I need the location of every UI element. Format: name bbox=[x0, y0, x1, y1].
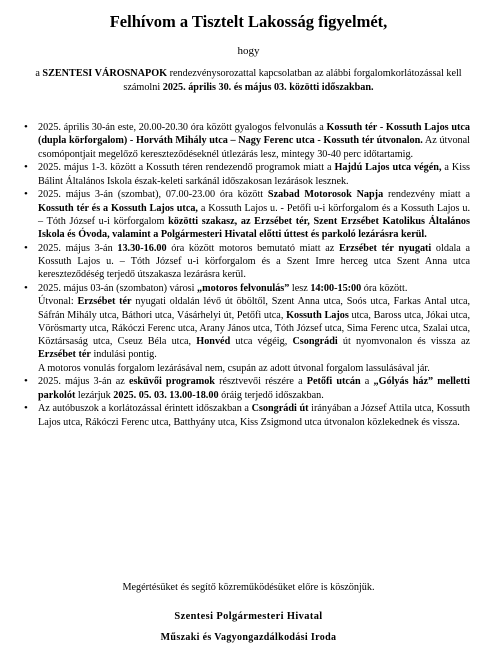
signature-department: Műszaki és Vagyongazdálkodási Iroda bbox=[160, 632, 337, 643]
text-run: indulási pontig. bbox=[90, 349, 157, 361]
text-run: út nyomvonalon és vissza az bbox=[337, 336, 470, 347]
bold-text: Erzsébet tér nyugati bbox=[338, 242, 432, 254]
text-run: a bbox=[360, 376, 374, 388]
text-run: nyugati oldalán lévő út öböltől, Szent Anna utca, Soós utca, Farkas Antal utca, Sáfrán Mihály utca, Báthori utca, Vásárhelyi út, Petőfi utca, bbox=[38, 296, 471, 321]
bold-text: Kossuth tér és a Kossuth Lajos utca, bbox=[38, 202, 198, 214]
bold-text: Erzsébet tér bbox=[38, 349, 91, 361]
bold-text: Kossuth tér - Kossuth Lajos utca (dupla körforgalom) - Horváth Mihály utca – Nagy Ferenc utca - Kossuth tér útvonalon. bbox=[38, 122, 471, 147]
text-run: Az autóbuszok a korlátozással érintett időszakban a bbox=[38, 403, 252, 415]
bold-text: 2025. április 30. és május 03. közötti időszakban. bbox=[162, 82, 374, 93]
bold-text: Szabad Motorosok Napja bbox=[267, 189, 384, 201]
list-item bbox=[38, 121, 470, 161]
list-item bbox=[38, 242, 470, 282]
bold-text: 13.30-16.00 bbox=[117, 242, 167, 254]
text-run: utca, Baross utca, Jókai utca, Vörösmarty utca, Rákóczi Ferenc utca, Arany János utca, Tóth József utca, Sima Ferenc utca, Szalai utca, Köztársaság utca, Cseuz Béla utca, bbox=[38, 309, 471, 347]
text-run: 2025. május 3-án az bbox=[38, 376, 129, 388]
text-run: A motoros vonulás forgalom lezárásával nem, csupán az adott útvonal forgalom lassulásával jár. bbox=[38, 362, 430, 374]
text-run: rendezvény miatt a bbox=[383, 189, 470, 201]
text-run: 2025. április 30-án este, 20.00-20.30 óra között gyalogos felvonulás a bbox=[38, 122, 327, 133]
text-run: a Kiss Bálint Általános Iskola észak-keleti sarkánál időszakosan lezárások lesznek. bbox=[38, 162, 471, 187]
text-run: óra között. bbox=[361, 283, 408, 294]
text-run: Az útvonal csomópontjait megelőző kereszteződéseknél útlezárás lesz, mintegy 30-40 perc időtartamig. bbox=[38, 135, 471, 160]
text-run: rendezvénysorozattal kapcsolatban az alábbi forgalomkorlátozással kell számolni bbox=[123, 68, 462, 93]
text-run: Útvonal: bbox=[38, 296, 78, 308]
text-run: 2025. május 3-án bbox=[38, 242, 118, 254]
restrictions-list bbox=[38, 121, 470, 429]
text-run: a bbox=[35, 68, 43, 79]
text-run: résztvevői részére a bbox=[214, 376, 307, 388]
closing-text: Megértésüket és segítő közreműködésüket előre is köszönjük. bbox=[122, 582, 375, 593]
text-run: utca végéig, bbox=[230, 336, 293, 347]
list-item bbox=[38, 188, 470, 241]
text-run: lezárjuk bbox=[75, 389, 114, 401]
bold-text: Petőfi utcán bbox=[306, 376, 361, 388]
list-item bbox=[38, 402, 470, 429]
text-run: 2025. május 3-án (szombat), 07.00-23.00 óra között bbox=[38, 189, 268, 201]
list-item bbox=[38, 375, 470, 402]
text-run: lesz bbox=[289, 283, 311, 294]
bold-text: Hajdú Lajos utca végén, bbox=[334, 162, 442, 174]
bold-text: SZENTESI VÁROSNAPOK bbox=[42, 68, 168, 79]
text-run: a Kossuth Lajos u. - Petőfi u-i körforgalom és a Kossuth Lajos u. – Tóth József u-i körforgalom bbox=[38, 202, 471, 227]
page-title: Felhívom a Tisztelt Lakosság figyelmét, bbox=[109, 12, 388, 31]
list-item bbox=[38, 282, 470, 375]
signature-office: Szentesi Polgármesteri Hivatal bbox=[174, 611, 323, 622]
text-run: irányában a József Attila utca, Kossuth Lajos utca, Rákóczi Ferenc utca, Batthyány utca, Kiss Zsigmond utca útvonalon közlekednek és vissza. bbox=[38, 403, 470, 428]
bold-text: esküvői programok bbox=[128, 376, 215, 388]
bold-text: Csongrádi bbox=[292, 336, 338, 347]
bold-text: Csongrádi út bbox=[251, 403, 309, 415]
bold-text: 2025. 05. 03. 13.00-18.00 bbox=[113, 389, 219, 401]
text-run: 2025. május 1-3. között a Kossuth téren rendezendő programok miatt a bbox=[38, 162, 335, 174]
bold-text: Erzsébet tér bbox=[77, 296, 132, 308]
text-run: 2025. május 03-án (szombaton) városi bbox=[38, 283, 198, 294]
bold-text: „Gólyás ház” melletti parkolót bbox=[38, 376, 471, 401]
text-run: óráig terjedő időszakban. bbox=[218, 389, 324, 401]
list-item bbox=[38, 161, 470, 188]
text-run: oldala a Kossuth Lajos u. – Tóth József u-i körforgalom és a Szent Imre herceg utca Szent Anna utca kereszteződéség terjedő útszakasza lezárásra kerül. bbox=[38, 242, 470, 281]
subtitle-hogy: hogy bbox=[237, 45, 260, 57]
bold-text: Honvéd bbox=[196, 336, 231, 347]
bold-text: „motoros felvonulás” bbox=[197, 283, 290, 294]
bold-text: Kossuth Lajos bbox=[286, 309, 349, 321]
intro-paragraph bbox=[16, 67, 481, 95]
bold-text: 14:00-15:00 bbox=[310, 283, 362, 294]
bold-text: közötti szakasz, az Erzsébet tér, Szent Erzsébet Katolikus Általános Iskola és Óvoda, valamint a Polgármesteri Hivatal előtti úttest és parkoló lezárásra kerül. bbox=[38, 215, 470, 240]
text-run: óra között motoros bemutató miatt az bbox=[166, 242, 339, 254]
